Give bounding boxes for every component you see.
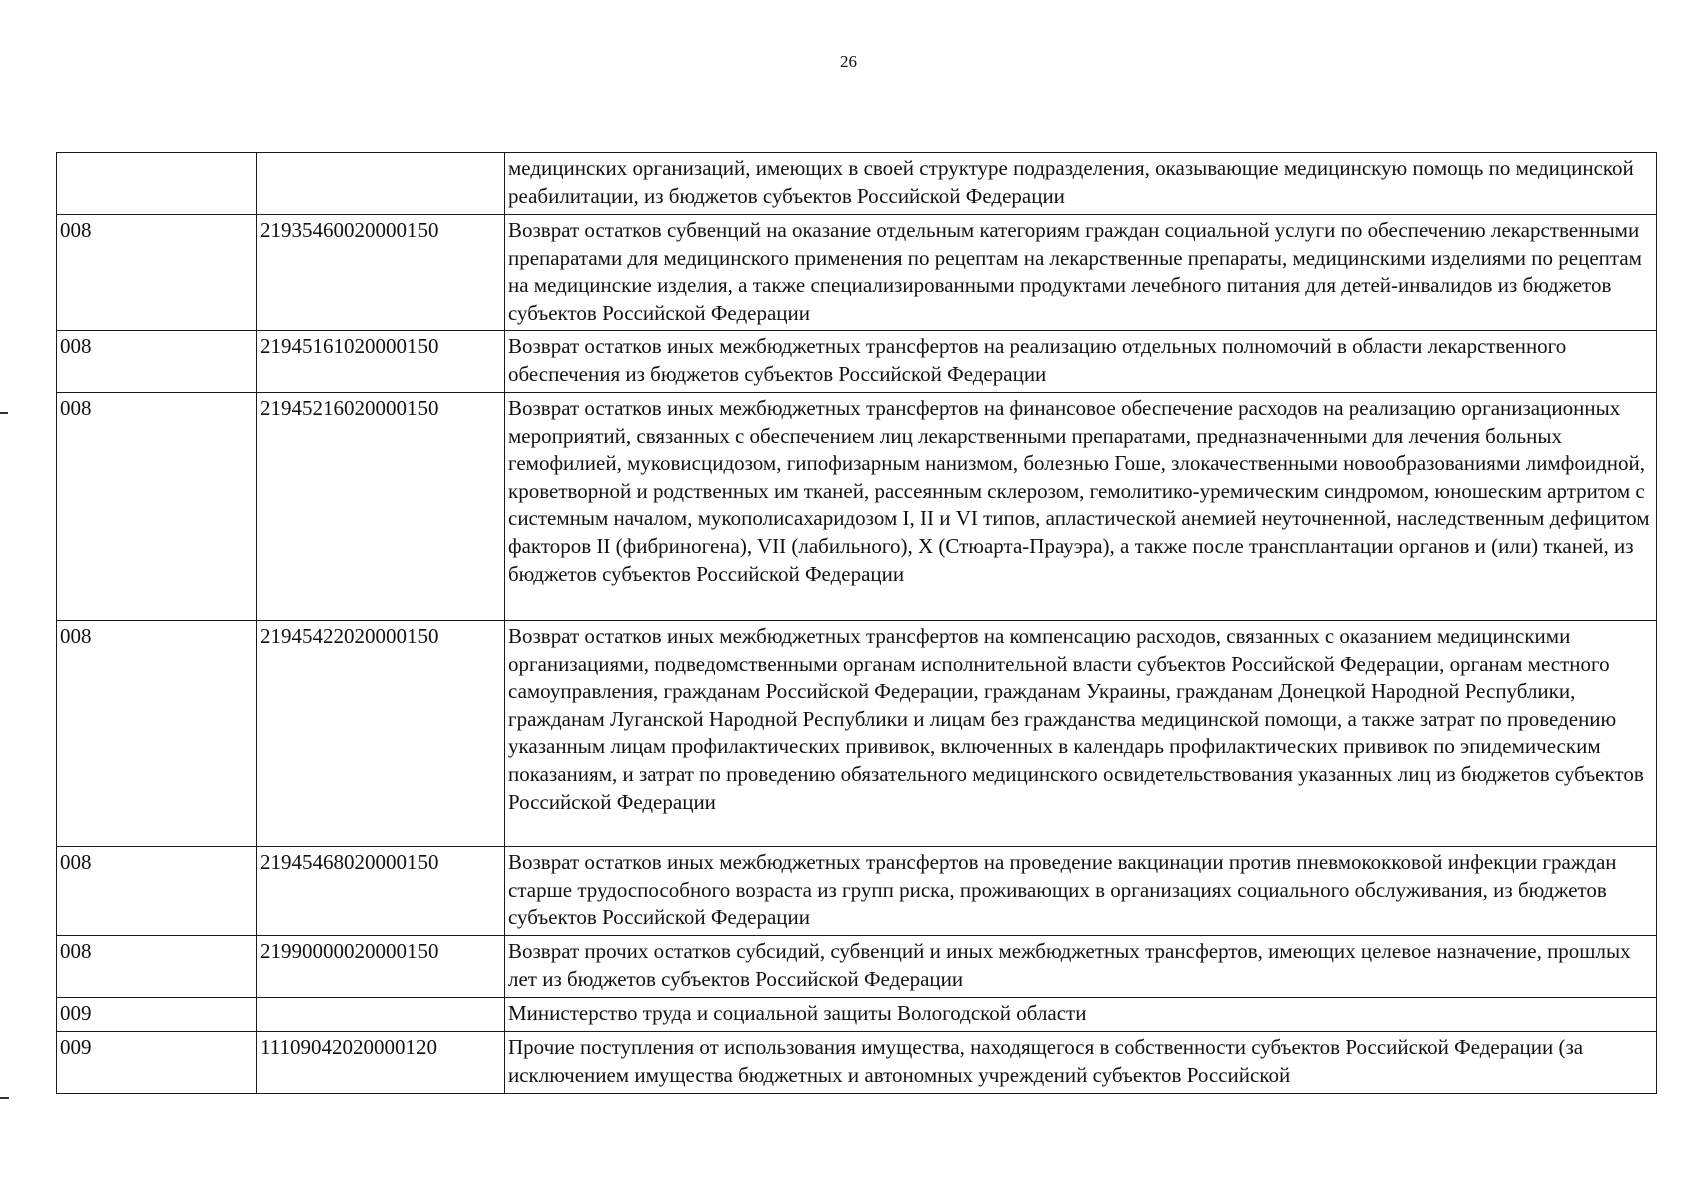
- table-row: [57, 847, 1657, 936]
- description-cell: Прочие поступления от использования имущества, находящегося в собственности субъектов Российской Федерации (за исключением имущества бюджетных и автономных учреждений субъектов Российской: [505, 1032, 1657, 1094]
- kbk-code-cell: 11109042020000120: [257, 1032, 505, 1094]
- description-cell: Возврат остатков иных межбюджетных трансфертов на проведение вакцинации против пневмококковой инфекции граждан старше трудоспособного возраста из групп риска, проживающих в организациях социального обслуживания, из бюджетов субъектов Российской Федерации: [505, 847, 1657, 936]
- table-row: [57, 1032, 1657, 1094]
- description-cell: Министерство труда и социальной защиты Вологодской области: [505, 998, 1657, 1032]
- admin-code-cell: 008: [57, 847, 257, 936]
- admin-code-cell: 008: [57, 215, 257, 331]
- description-cell: Возврат остатков иных межбюджетных трансфертов на компенсацию расходов, связанных с оказанием медицинскими организациями, подведомственными органам исполнительной власти субъектов Российской Федерации, органам местного самоуправления, гражданам Российской Федерации, гражданам Украины, гражданам Донецкой Народной Республики, гражданам Луганской Народной Республики и лицам без гражданства медицинской помощи, а также затрат по проведению указанным лицам профилактических прививок, включенных в календарь профилактических прививок по эпидемическим показаниям, и затрат по проведению обязательного медицинского освидетельствования указанных лиц из бюджетов субъектов Российской Федерации: [505, 621, 1657, 847]
- table-row: [57, 393, 1657, 621]
- revenue-codes-table: [56, 152, 1657, 1094]
- kbk-code-cell: [257, 153, 505, 215]
- kbk-code-cell: 21945216020000150: [257, 393, 505, 621]
- kbk-code-cell: 21945468020000150: [257, 847, 505, 936]
- admin-code-cell: 008: [57, 621, 257, 847]
- admin-code-cell: 008: [57, 393, 257, 621]
- table-row: [57, 153, 1657, 215]
- admin-code-cell: 008: [57, 331, 257, 393]
- admin-code-cell: 009: [57, 1032, 257, 1094]
- description-cell: Возврат остатков иных межбюджетных трансфертов на реализацию отдельных полномочий в области лекарственного обеспечения из бюджетов субъектов Российской Федерации: [505, 331, 1657, 393]
- admin-code-cell: 009: [57, 998, 257, 1032]
- description-cell: Возврат прочих остатков субсидий, субвенций и иных межбюджетных трансфертов, имеющих целевое назначение, прошлых лет из бюджетов субъектов Российской Федерации: [505, 936, 1657, 998]
- scan-mark-left-bottom: [0, 1097, 9, 1099]
- table-row: [57, 621, 1657, 847]
- kbk-code-cell: [257, 998, 505, 1032]
- description-cell: Возврат остатков субвенций на оказание отдельным категориям граждан социальной услуги по обеспечению лекарственными препаратами для медицинского применения по рецептам на лекарственные препараты, медицинскими изделиями по рецептам на медицинские изделия, а также специализированными продуктами лечебного питания для детей-инвалидов из бюджетов субъектов Российской Федерации: [505, 215, 1657, 331]
- table-row: [57, 215, 1657, 331]
- description-cell: медицинских организаций, имеющих в своей структуре подразделения, оказывающие медицинскую помощь по медицинской реабилитации, из бюджетов субъектов Российской Федерации: [505, 153, 1657, 215]
- admin-code-cell: 008: [57, 936, 257, 998]
- kbk-code-cell: 21945422020000150: [257, 621, 505, 847]
- description-cell: Возврат остатков иных межбюджетных трансфертов на финансовое обеспечение расходов на реализацию организационных мероприятий, связанных с обеспечением лиц лекарственными препаратами, предназначенными для лечения больных гемофилией, муковисцидозом, гипофизарным нанизмом, болезнью Гоше, злокачественными новообразованиями лимфоидной, кроветворной и родственных им тканей, рассеянным склерозом, гемолитико-уремическим синдромом, юношеским артритом с системным началом, мукополисахаридозом I, II и VI типов, апластической анемией неуточненной, наследственным дефицитом факторов II (фибриногена), VII (лабильного), X (Стюарта-Прауэра), а также после трансплантации органов и (или) тканей, из бюджетов субъектов Российской Федерации: [505, 393, 1657, 621]
- table-row: [57, 936, 1657, 998]
- table-row: [57, 331, 1657, 393]
- page-number: 26: [840, 52, 857, 71]
- scan-mark-left-top: [0, 412, 8, 414]
- table-row: [57, 998, 1657, 1032]
- kbk-code-cell: 21945161020000150: [257, 331, 505, 393]
- kbk-code-cell: 21990000020000150: [257, 936, 505, 998]
- kbk-code-cell: 21935460020000150: [257, 215, 505, 331]
- admin-code-cell: [57, 153, 257, 215]
